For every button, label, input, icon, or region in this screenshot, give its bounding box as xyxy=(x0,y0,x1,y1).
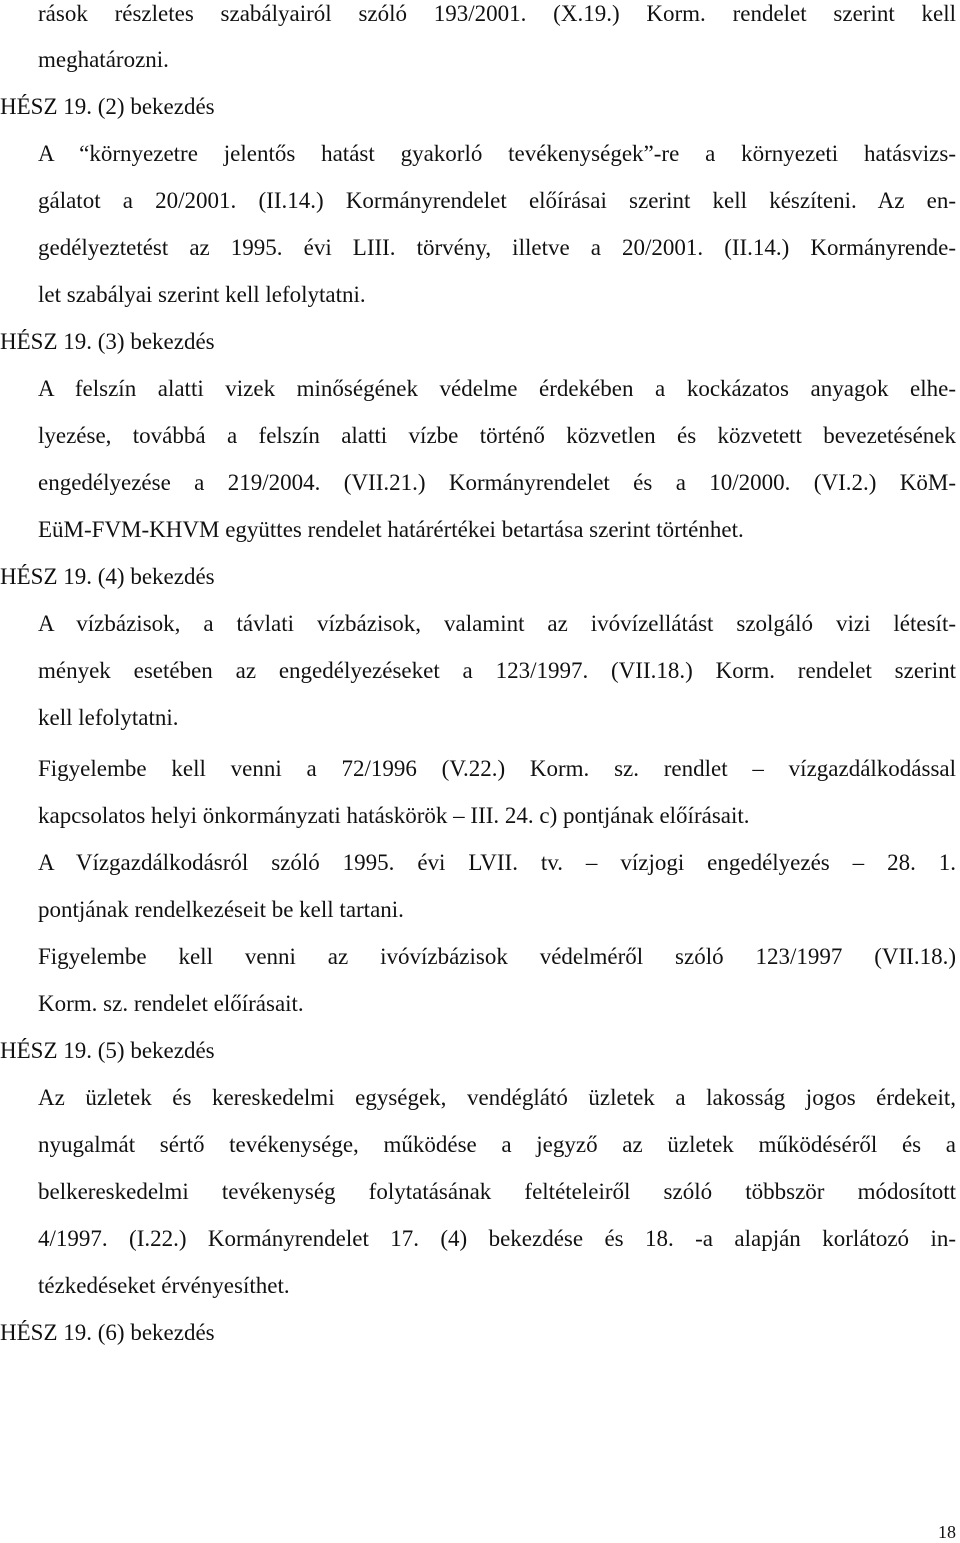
text-line: A “környezetre jelentős hatást gyakorló tevékenységek”-re a környezeti hatásvizs- xyxy=(38,141,956,166)
text-line: engedélyezése a 219/2004. (VII.21.) Kormányrendelet és a 10/2000. (VI.2.) KöM- xyxy=(38,470,956,495)
text-line: let szabályai szerint kell lefolytatni. xyxy=(38,282,366,307)
text-line: A Vízgazdálkodásról szóló 1995. évi LVII. tv. – vízjogi engedélyezés – 28. 1. xyxy=(38,850,956,875)
text-line: gálatot a 20/2001. (II.14.) Kormányrendelet előírásai szerint kell készíteni. Az en- xyxy=(38,188,956,213)
section-heading: HÉSZ 19. (2) bekezdés xyxy=(0,94,215,119)
text-line: kell lefolytatni. xyxy=(38,705,179,730)
text-line: Figyelembe kell venni az ivóvízbázisok védelméről szóló 123/1997 (VII.18.) xyxy=(38,944,956,969)
text-line: meghatározni. xyxy=(38,47,169,72)
text-line: gedélyeztetést az 1995. évi LIII. törvény, illetve a 20/2001. (II.14.) Kormányrende- xyxy=(38,235,956,260)
section-heading: HÉSZ 19. (4) bekezdés xyxy=(0,564,215,589)
section-heading: HÉSZ 19. (3) bekezdés xyxy=(0,329,215,354)
text-line: tézkedéseket érvényesíthet. xyxy=(38,1273,290,1298)
text-line: kapcsolatos helyi önkormányzati hatáskörök – III. 24. c) pontjának előírásait. xyxy=(38,803,750,828)
section-heading: HÉSZ 19. (5) bekezdés xyxy=(0,1038,215,1063)
text-line: A felszín alatti vizek minőségének védelme érdekében a kockázatos anyagok elhe- xyxy=(38,376,956,401)
text-line: mények esetében az engedélyezéseket a 123/1997. (VII.18.) Korm. rendelet szerint xyxy=(38,658,956,683)
section-heading: HÉSZ 19. (6) bekezdés xyxy=(0,1320,215,1345)
text-line: Figyelembe kell venni a 72/1996 (V.22.) Korm. sz. rendlet – vízgazdálkodással xyxy=(38,756,956,781)
text-line: nyugalmát sértő tevékenysége, működése a jegyző az üzletek működéséről és a xyxy=(38,1132,956,1157)
page-number: 18 xyxy=(938,1522,956,1542)
text-line: Az üzletek és kereskedelmi egységek, vendéglátó üzletek a lakosság jogos érdekeit, xyxy=(38,1085,956,1110)
text-line: EüM-FVM-KHVM együttes rendelet határértékei betartása szerint történhet. xyxy=(38,517,744,542)
text-line: belkereskedelmi tevékenység folytatásának feltételeiről szóló többször módosított xyxy=(38,1179,956,1204)
text-line: Korm. sz. rendelet előírásait. xyxy=(38,991,304,1016)
text-line: A vízbázisok, a távlati vízbázisok, valamint az ivóvízellátást szolgáló vizi létesít- xyxy=(38,611,956,636)
text-line: pontjának rendelkezéseit be kell tartani. xyxy=(38,897,404,922)
text-line: rások részletes szabályairól szóló 193/2001. (X.19.) Korm. rendelet szerint kell xyxy=(38,1,956,26)
text-line: lyezése, továbbá a felszín alatti vízbe történő közvetlen és közvetett bevezetésének xyxy=(38,423,956,448)
text-line: 4/1997. (I.22.) Kormányrendelet 17. (4) bekezdése és 18. -a alapján korlátozó in- xyxy=(38,1226,956,1251)
